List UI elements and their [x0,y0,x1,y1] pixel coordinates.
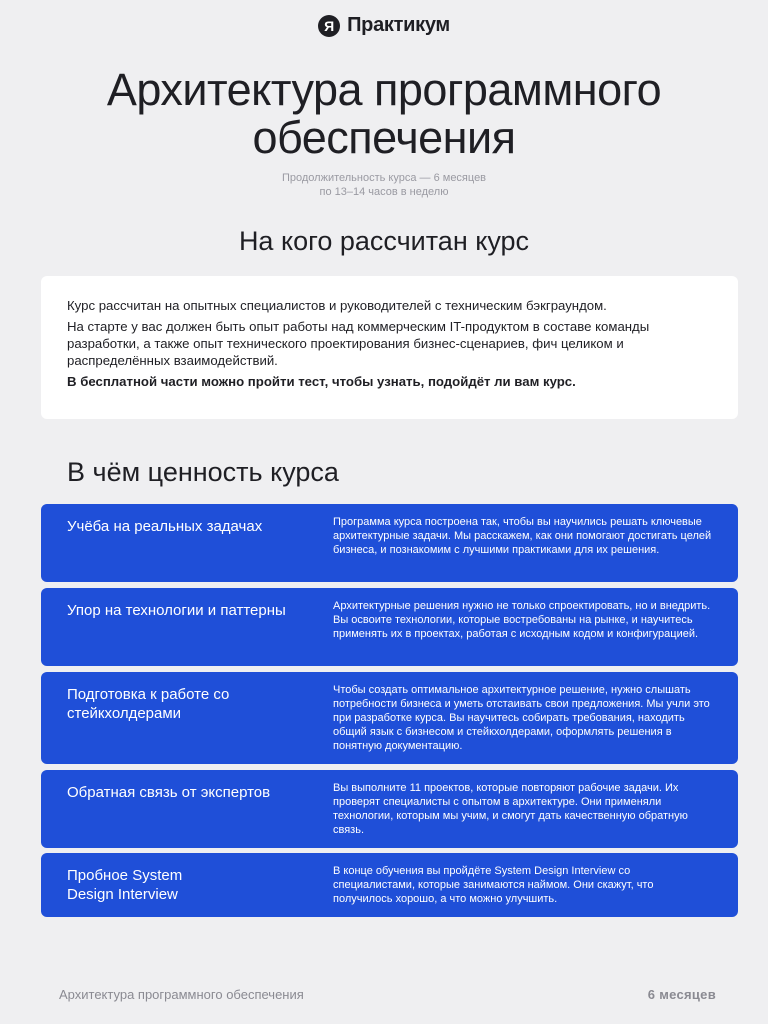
value-card [41,672,738,764]
audience-test-note: В бесплатной части можно пройти тест, чтобы узнать, подойдёт ли вам курс. [67,374,576,389]
audience-paragraph-2: На старте у вас должен быть опыт работы над коммерческим IT-продуктом в составе команды разработки, а также опыт технического проектирования бизнес-сценариев, фич целиком и распределённых взаимодействий. [67,319,650,368]
values-heading: В чём ценность курса [67,457,339,487]
duration-line-2: по 13–14 часов в неделю [319,186,449,198]
title-line-2: обеспечения [252,112,516,163]
value-card [41,588,738,666]
title-line-1: Архитектура программного [106,64,662,115]
page-title [0,66,768,162]
audience-card [41,276,738,419]
value-title: Пробное System Design Interview [67,867,183,903]
duration-line-1: Продолжительность курса — 6 месяцев [281,172,487,184]
footer-duration: 6 месяцев [647,987,716,1002]
value-card [41,853,738,917]
value-title: Обратная связь от экспертов [67,784,271,801]
audience-heading: На кого рассчитан курс [238,226,530,256]
value-card [41,770,738,848]
audience-paragraph-1: Курс рассчитан на опытных специалистов и руководителей с техническим бэкграундом. [67,298,607,313]
value-description: Чтобы создать оптимальное архитектурное решение, нужно слышать потребности бизнеса и уметь отстаивать свои предложения. Мы учли это при разработке курса. Вы научитесь собирать требования, находить общий язык с бизнесом и стейкхолдерами, оформлять решения в понятную документацию. [333,684,710,752]
value-title: Подготовка к работе со стейкхолдерами [67,686,230,722]
brand-logo [0,14,768,37]
course-duration [0,171,768,199]
value-card [41,504,738,582]
brand-name: Практикум [347,14,450,36]
value-title: Учёба на реальных задачах [67,518,263,535]
value-description: Архитектурные решения нужно не только спроектировать, но и внедрить. Вы освоите технологии, которые востребованы на рынке, и научитесь применять их в проектах, работая с исходным кодом и конфигурацией. [333,600,711,640]
value-description: Программа курса построена так, чтобы вы научились решать ключевые архитектурные задачи. Мы расскажем, как они помогают достигать целей бизнеса, и познакомим с лучшими практиками для их решения. [333,516,712,556]
value-title: Упор на технологии и паттерны [67,602,286,619]
value-description: Вы выполните 11 проектов, которые повторяют рабочие задачи. Их проверят специалисты с опытом в архитектуре. Они применяли технологии, которым мы учим, и смогут дать качественную обратную связь. [333,782,688,836]
yandex-logo-icon: Я [318,15,340,37]
value-description: В конце обучения вы пройдёте System Design Interview со специалистами, которые занимаются наймом. Они скажут, что получилось хорошо, а что можно улучшить. [333,865,654,905]
footer-course-name: Архитектура программного обеспечения [59,987,304,1002]
